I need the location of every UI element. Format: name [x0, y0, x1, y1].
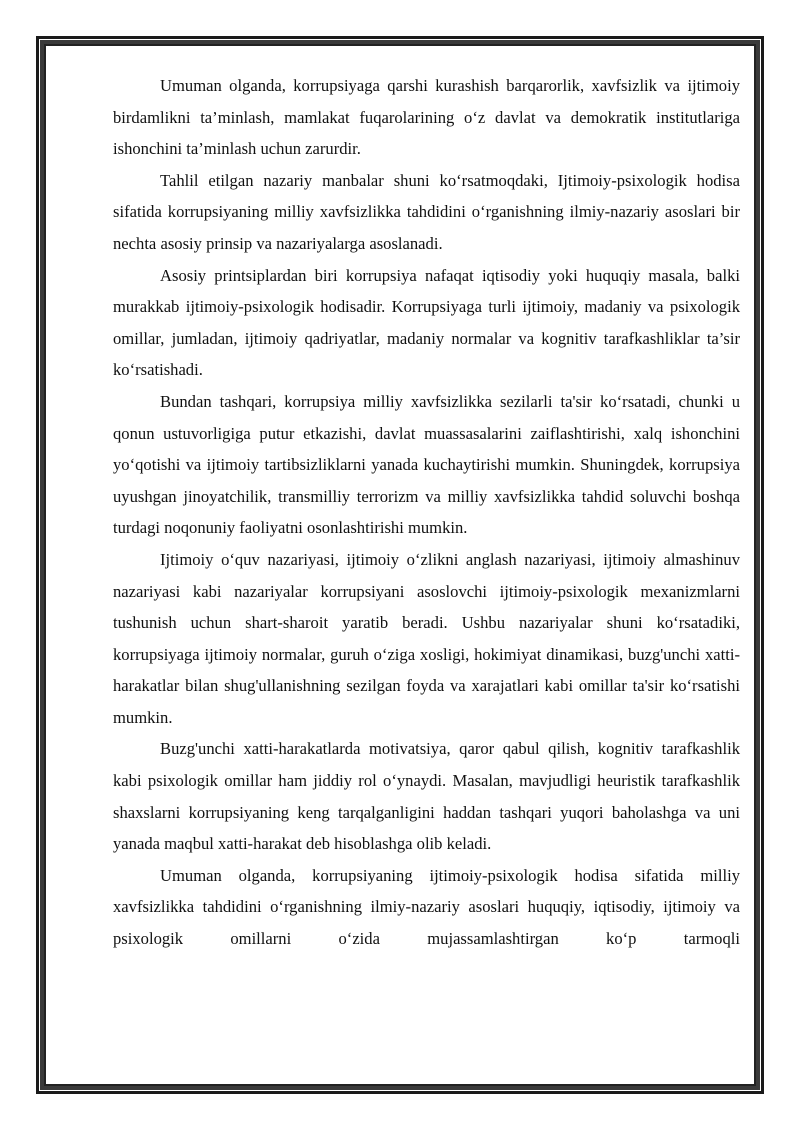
- document-body: [113, 70, 740, 955]
- paragraph-4: Bundan tashqari, korrupsiya milliy xavfsizlikka sezilarli ta'sir ko‘rsatadi, chunki u qonun ustuvorligiga putur etkazishi, davlat muassasalarini zaiflashtirishi, xalq ishonchini yo‘qotishi va ijtimoiy tartibsizliklarni yanada kuchaytirishi mumkin. Shuningdek, korrupsiya uyushgan jinoyatchilik, transmilliy terrorizm va milliy xavfsizlikka tahdid soluvchi boshqa turdagi noqonuniy faoliyatni osonlashtirishi mumkin.: [113, 391, 740, 538]
- paragraph-2: Tahlil etilgan nazariy manbalar shuni ko‘rsatmoqdaki, Ijtimoiy-psixologik hodisa sifatida korrupsiyaning milliy xavfsizlikka tahdidini o‘rganishning ilmiy-nazariy asoslari bir nechta asosiy prinsip va nazariyalarga asoslanadi.: [113, 170, 740, 253]
- paragraph-3: Asosiy printsiplardan biri korrupsiya nafaqat iqtisodiy yoki huquqiy masala, balki murakkab ijtimoiy-psixologik hodisadir. Korrupsiyaga turli ijtimoiy, madaniy va psixologik omillar, jumladan, ijtimoiy qadriyatlar, madaniy normalar va kognitiv tarafkashliklar ta’sir ko‘rsatishadi.: [113, 265, 740, 380]
- paragraph-7: Umuman olganda, korrupsiyaning ijtimoiy-psixologik hodisa sifatida milliy xavfsizlikka tahdidini o‘rganishning ilmiy-nazariy asoslari huquqiy, iqtisodiy, ijtimoiy va psixologik omillarni o‘zida mujassamlashtirgan ko‘p tarmoqli: [113, 865, 740, 949]
- paragraph-1: Umuman olganda, korrupsiyaga qarshi kurashish barqarorlik, xavfsizlik va ijtimoiy birdamlikni ta’minlash, mamlakat fuqarolarining o‘z davlat va demokratik institutlariga ishonchini ta’minlash uchun zarurdir.: [113, 76, 740, 159]
- paragraph-5: Ijtimoiy o‘quv nazariyasi, ijtimoiy o‘zlikni anglash nazariyasi, ijtimoiy almashinuv nazariyasi kabi nazariyalar korrupsiyani asoslovchi ijtimoiy-psixologik mexanizmlarni tushunish uchun shart-sharoit yaratib beradi. Ushbu nazariyalar shuni ko‘rsatadiki, korrupsiyaga ijtimoiy normalar, guruh o‘ziga xosligi, hokimiyat dinamikasi, buzg'unchi xatti-harakatlar bilan shug'ullanishning sezilgan foyda va xarajatlari kabi omillar ta'sir ko‘rsatishi mumkin.: [113, 549, 740, 727]
- paragraph-6: Buzg'unchi xatti-harakatlarda motivatsiya, qaror qabul qilish, kognitiv tarafkashlik kabi psixologik omillar ham jiddiy rol o‘ynaydi. Masalan, mavjudligi heuristik tarafkashlik shaxslarni korrupsiyaning keng tarqalganligini haddan tashqari yuqori baholashga va uni yanada maqbul xatti-harakat deb hisoblashga olib keladi.: [113, 739, 740, 854]
